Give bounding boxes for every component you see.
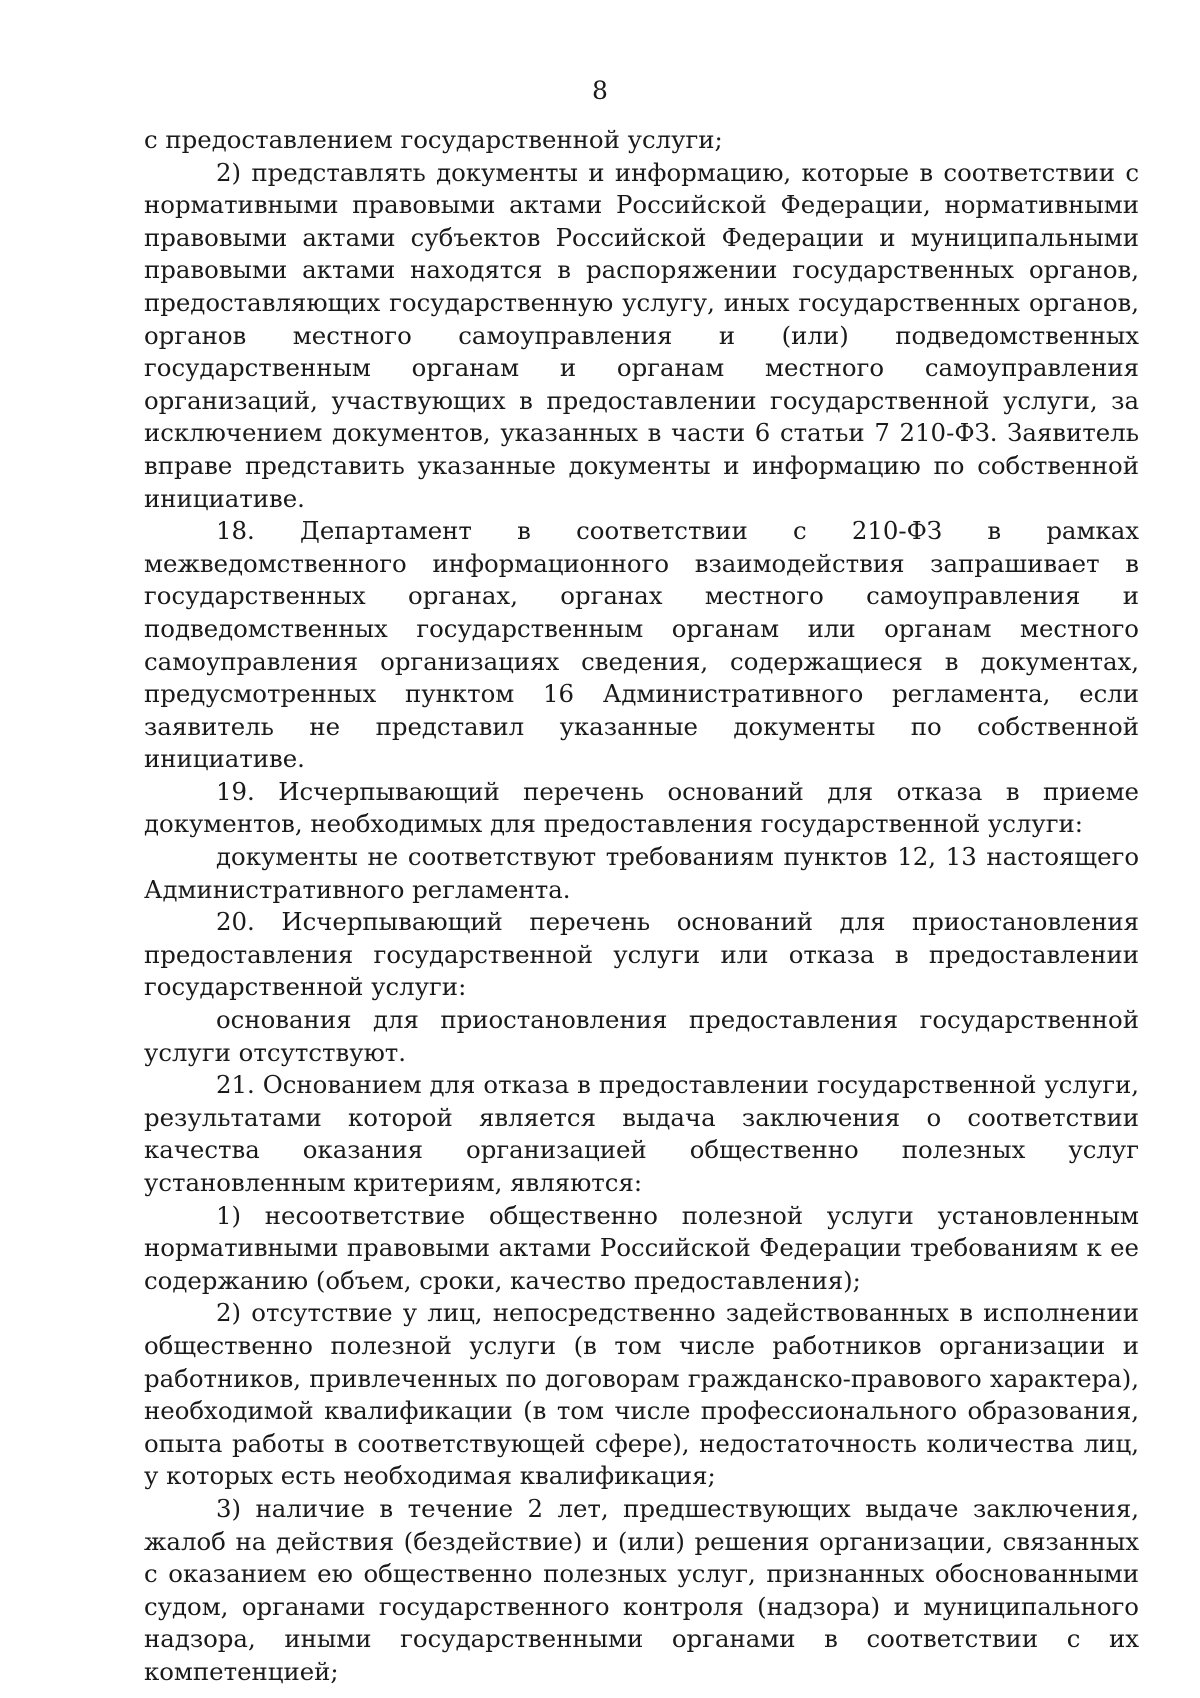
paragraph-continuation: с предоставлением государственной услуги;	[144, 125, 723, 154]
paragraph-clause-20-body: основания для приостановления предоставления государственной услуги отсутствуют.	[144, 1005, 1139, 1067]
paragraph-clause-21-item-2: 2) отсутствие у лиц, непосредственно задействованных в исполнении общественно полезной услуги (в том числе работников организации и работников, привлеченных по договорам гражданско-правового характера), необходимой квалификации (в том числе профессионального образования, опыта работы в соответствующей сфере), недостаточность количества лиц, у которых есть необходимая квалификация;	[144, 1298, 1139, 1491]
paragraph-clause-20: 20. Исчерпывающий перечень оснований для приостановления предоставления государственной услуги или отказа в предоставлении государственной услуги:	[144, 907, 1139, 1002]
paragraph-clause-18: 18. Департамент в соответствии с 210-ФЗ в рамках межведомственного информационного взаимодействия запрашивает в государственных органах, органах местного самоуправления и подведомственных государственным органам или органам местного самоуправления организациях сведения, содержащиеся в документах, предусмотренных пунктом 16 Административного регламента, если заявитель не представил указанные документы по собственной инициативе.	[144, 516, 1139, 774]
paragraph-clause-21-item-3: 3) наличие в течение 2 лет, предшествующих выдаче заключения, жалоб на действия (бездействие) и (или) решения организации, связанных с оказанием ею общественно полезных услуг, признанных обоснованными судом, органами государственного контроля (надзора) и муниципального надзора, иными государственными органами в соответствии с их компетенцией;	[144, 1493, 1139, 1686]
paragraph-clause-21: 21. Основанием для отказа в предоставлении государственной услуги, результатами которой является выдача заключения о соответствии качества оказания организацией общественно полезных услуг установленным критериям, являются:	[144, 1070, 1139, 1197]
paragraph-item-2: 2) представлять документы и информацию, которые в соответствии с нормативными правовыми актами Российской Федерации, нормативными правовыми актами субъектов Российской Федерации и муниципальными правовыми актами находятся в распоряжении государственных органов, предоставляющих государственную услугу, иных государственных органов, органов местного самоуправления и (или) подведомственных государственным органам и органам местного самоуправления организаций, участвующих в предоставлении государственной услуги, за исключением документов, указанных в части 6 статьи 7 210-ФЗ. Заявитель вправе представить указанные документы и информацию по собственной инициативе.	[144, 157, 1139, 513]
paragraph-clause-21-item-1: 1) несоответствие общественно полезной услуги установленным нормативными правовыми актами Российской Федерации требованиям к ее содержанию (объем, сроки, качество предоставления);	[144, 1200, 1139, 1295]
page-number: 8	[592, 76, 608, 105]
paragraph-clause-19: 19. Исчерпывающий перечень оснований для отказа в приеме документов, необходимых для предоставления государственной услуги:	[144, 776, 1139, 839]
paragraph-clause-19-body: документы не соответствуют требованиям пунктов 12, 13 настоящего Административного регламента.	[144, 842, 1139, 904]
document-body	[144, 124, 1139, 1689]
